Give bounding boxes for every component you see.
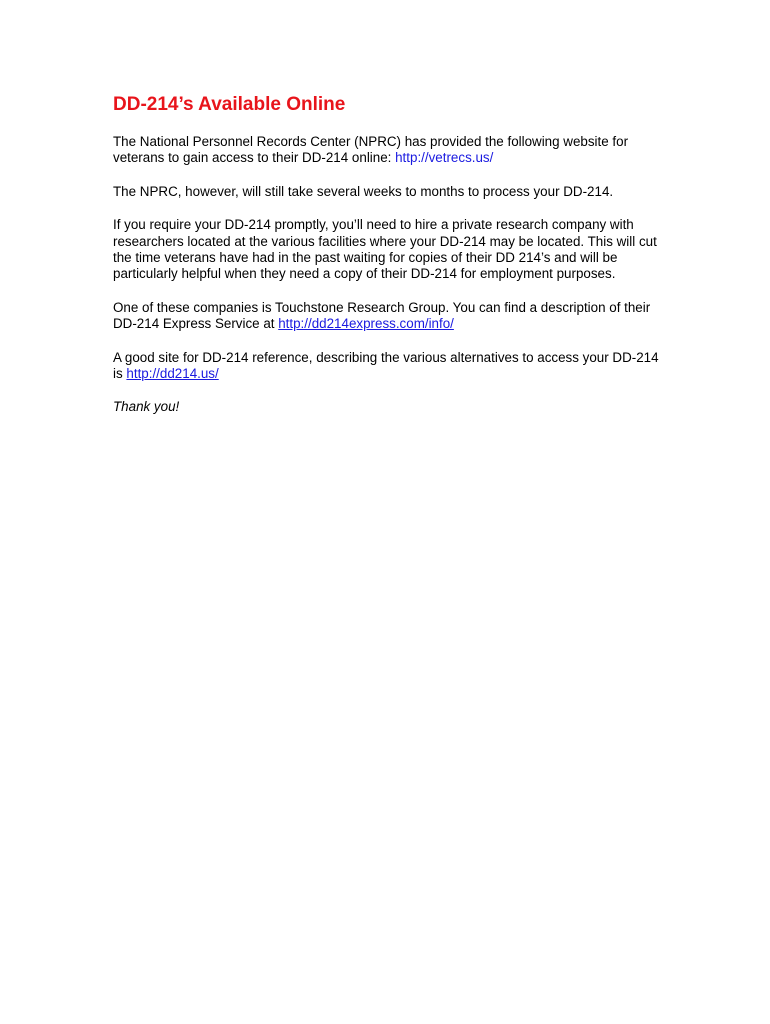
paragraph-text: One of these companies is Touchstone Research Group. You can find a description of their DD-214 Express Service at	[113, 299, 651, 332]
document-page	[113, 93, 663, 416]
paragraph-processing-time: The NPRC, however, will still take several weeks to months to process your DD-214.	[113, 183, 614, 199]
page-title: DD-214’s Available Online	[113, 94, 346, 115]
dd214express-link[interactable]: http://dd214express.com/info/	[278, 316, 454, 332]
paragraph-reference-site	[113, 350, 663, 383]
paragraph-touchstone	[113, 300, 663, 333]
paragraph-private-research: If you require your DD-214 promptly, you’ll need to hire a private research company with researchers located at the various facilities where your DD-214 may be located. This will cut the time veterans have had in the past waiting for copies of their DD 214’s and will be particularly helpful when they need a copy of their DD-214 for employment purposes.	[113, 217, 657, 282]
dd214us-link[interactable]: http://dd214.us/	[126, 366, 219, 382]
paragraph-text: The National Personnel Records Center (NPRC) has provided the following website for veterans to gain access to their DD-214 online:	[113, 134, 629, 166]
closing-thank-you: Thank you!	[113, 399, 180, 415]
paragraph-text: A good site for DD-214 reference, describing the various alternatives to access your DD-214 is	[113, 349, 659, 382]
vetrecs-link[interactable]: http://vetrecs.us/	[395, 150, 494, 166]
paragraph-nprc-website	[113, 134, 663, 167]
